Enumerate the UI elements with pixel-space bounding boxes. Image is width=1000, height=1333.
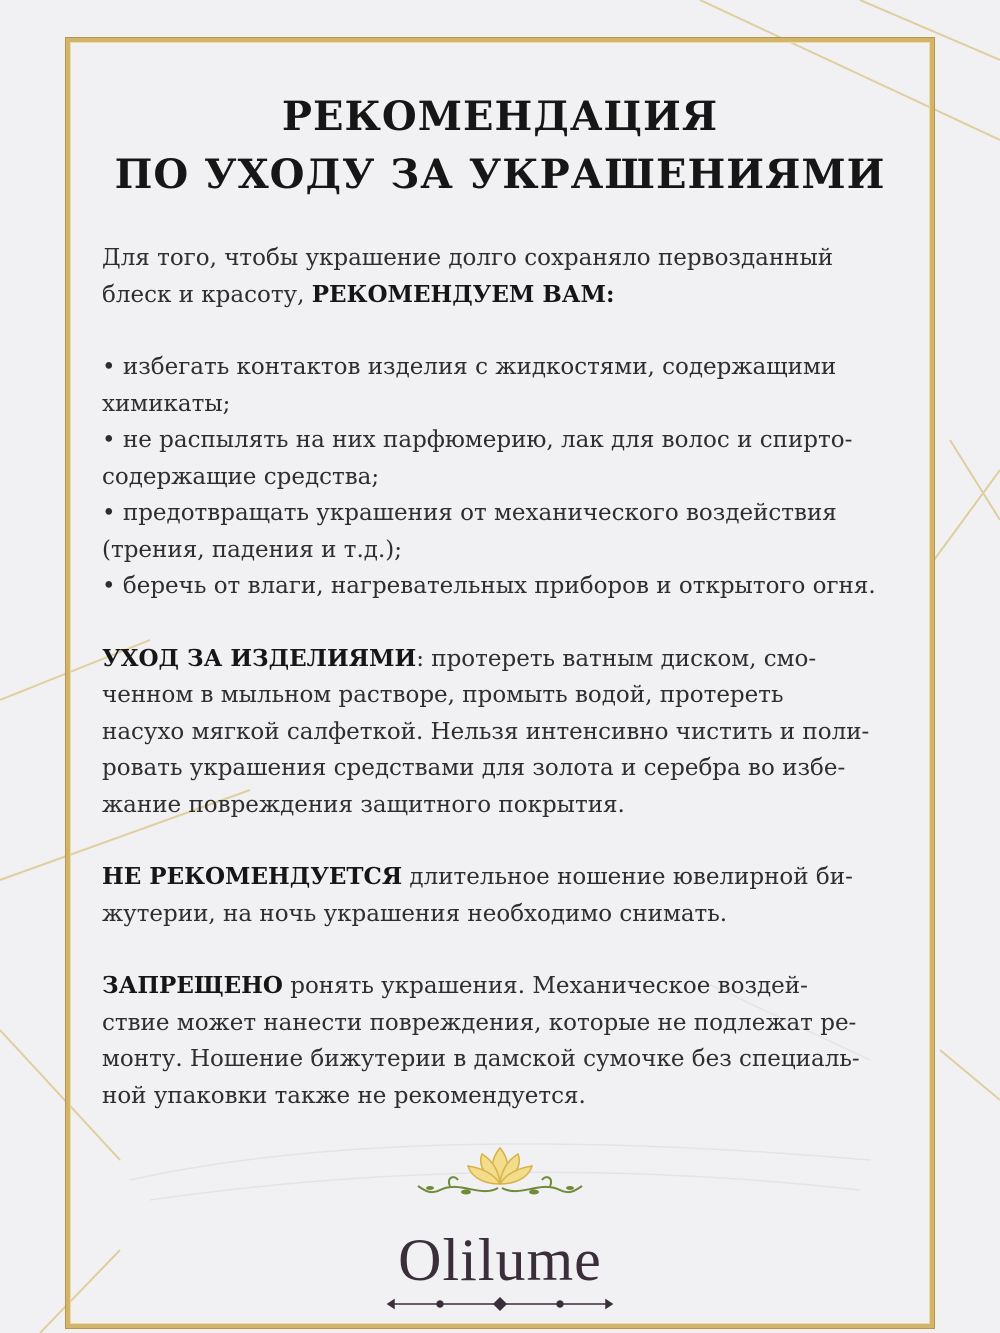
intro-line-1: Для того, чтобы украшение долго сохраняло первозданный — [102, 245, 834, 271]
care-text — [102, 240, 902, 1114]
care-paragraph-line-1: УХОД ЗА ИЗДЕЛИЯМИ: протереть ватным диском, смо- — [102, 644, 817, 672]
not-recommended-line: жутерии, на ночь украшения необходимо снимать. — [102, 900, 728, 927]
bullet-line: содержащие средства; — [102, 463, 380, 490]
page-title — [66, 88, 934, 204]
bullet-line: химикаты; — [102, 390, 231, 417]
forbidden-line: монту. Ношение бижутерии в дамской сумочке без специаль- — [102, 1046, 860, 1072]
title-line-1: РЕКОМЕНДАЦИЯ — [281, 93, 719, 140]
lotus-logo-icon — [410, 1140, 590, 1210]
bullet-line: • предотвращать украшения от механического воздействия — [102, 500, 837, 526]
care-paragraph-line: ченном в мыльном растворе, промыть водой, протереть — [102, 682, 784, 708]
care-paragraph-line: насухо мягкой салфеткой. Нельзя интенсивно чистить и поли- — [102, 718, 870, 745]
forbidden-line: ствие может нанести повреждения, которые не подлежат ре- — [102, 1009, 857, 1036]
forbidden-line: ной упаковки также не рекомендуется. — [102, 1082, 586, 1109]
intro-line-2: блеск и красоту, РЕКОМЕНДУЕМ ВАМ: — [102, 280, 615, 308]
care-paragraph-line: жание повреждения защитного покрытия. — [102, 791, 625, 818]
brand-ornament-icon — [380, 1294, 620, 1314]
not-recommended-line-1: НЕ РЕКОМЕНДУЕТСЯ длительное ношение ювелирной би- — [102, 863, 853, 890]
brand-name: Olilume — [398, 1227, 602, 1293]
bullet-line: (трения, падения и т.д.); — [102, 536, 402, 563]
forbidden-line-1: ЗАПРЕЩЕНО ронять украшения. Механическое воздей- — [102, 972, 808, 999]
bullet-line: • не распылять на них парфюмерию, лак для волос и спирто- — [102, 427, 853, 453]
bullet-line: • беречь от влаги, нагревательных приборов и открытого огня. — [102, 573, 876, 599]
care-paragraph-line: ровать украшения средствами для золота и серебра во избе- — [102, 755, 846, 781]
title-line-2: ПО УХОДУ ЗА УКРАШЕНИЯМИ — [114, 151, 886, 198]
bullet-line: • избегать контактов изделия с жидкостями, содержащими — [102, 354, 837, 380]
